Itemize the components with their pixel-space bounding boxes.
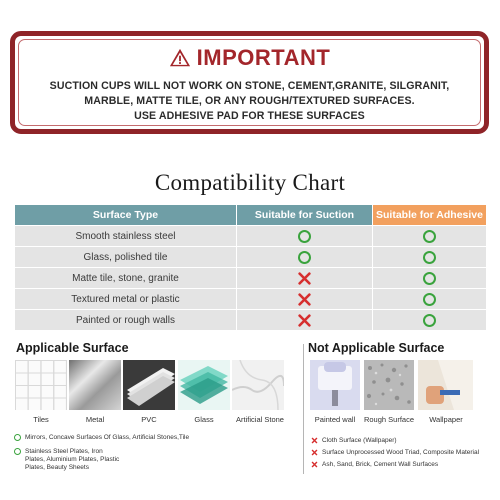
not-applicable-note-1: Cloth Surface (Wallpaper) (322, 437, 397, 444)
cross-icon (298, 314, 311, 327)
not-applicable-note-3: Ash, Sand, Brick, Cement Wall Surfaces (322, 461, 439, 468)
suction-cell (237, 268, 372, 288)
banner-line-3: USE ADHESIVE PAD FOR THESE SURFACES (134, 110, 365, 122)
artificial-stone-label: Artificial Stone (236, 415, 284, 424)
check-circle-icon (298, 230, 311, 243)
pvc-label: PVC (141, 415, 157, 424)
suction-cell (237, 310, 372, 330)
check-circle-icon (298, 251, 311, 264)
surface-type-cell: Smooth stainless steel (15, 226, 236, 246)
check-circle-icon (423, 314, 436, 327)
table-row (15, 268, 486, 288)
surface-type-cell: Painted or rough walls (15, 310, 236, 330)
suction-cell (237, 226, 372, 246)
check-circle-icon (423, 293, 436, 306)
glass-label: Glass (194, 415, 214, 424)
surface-type-cell: Glass, polished tile (15, 247, 236, 267)
cross-icon (311, 461, 318, 468)
cross-icon (298, 293, 311, 306)
banner-heading (15, 45, 484, 71)
suction-cell (237, 289, 372, 309)
section-divider (303, 344, 304, 474)
cross-icon (311, 449, 318, 456)
tiles-label: Tiles (33, 415, 49, 424)
table-row (15, 226, 486, 246)
surface-type-cell: Matte tile, stone, granite (15, 268, 236, 288)
adhesive-cell (373, 289, 486, 309)
applicable-note-2: Stainless Steel Plates, Iron (25, 448, 103, 455)
check-icon (14, 434, 21, 441)
header-suction: Suitable for Suction (237, 205, 372, 225)
header-adhesive: Suitable for Adhesive (373, 205, 486, 225)
surface-type-cell: Textured metal or plastic (15, 289, 236, 309)
wallpaper-image (418, 360, 473, 410)
rough-surface-image (364, 360, 414, 410)
applicable-note-1: Mirrors, Concave Surfaces Of Glass, Artificial Stones,Tile (25, 434, 190, 441)
not-applicable-title: Not Applicable Surface (308, 341, 445, 355)
warning-triangle-icon (169, 47, 191, 69)
artificial-stone-image (232, 360, 284, 410)
suction-cell (237, 247, 372, 267)
painted-wall-label: Painted wall (314, 415, 356, 424)
table-row (15, 289, 486, 309)
table-row (15, 247, 486, 267)
applicable-note-3: Plates, Aluminium Plates, Plastic (25, 456, 120, 463)
banner-line-2: MARBLE, MATTE TILE, OR ANY ROUGH/TEXTURED SURFACES. (84, 95, 415, 107)
check-circle-icon (423, 230, 436, 243)
important-banner (10, 31, 489, 134)
painted-wall-image (310, 360, 360, 410)
table-header-row (15, 205, 486, 225)
metal-label: Metal (85, 415, 105, 424)
check-circle-icon (423, 272, 436, 285)
banner-line-1: SUCTION CUPS WILL NOT WORK ON STONE, CEMENT,GRANITE, SILGRANIT, (49, 80, 450, 92)
chart-title: Compatibility Chart (154, 170, 346, 195)
header-surface-type: Surface Type (15, 205, 236, 225)
applicable-title: Applicable Surface (16, 341, 129, 355)
not-applicable-note-2: Surface Unprocessed Wood Triad, Composite Material (322, 449, 480, 456)
check-circle-icon (423, 251, 436, 264)
adhesive-cell (373, 226, 486, 246)
adhesive-cell (373, 247, 486, 267)
wallpaper-label: Wallpaper (429, 415, 463, 424)
adhesive-cell (373, 310, 486, 330)
metal-image (69, 360, 121, 410)
applicable-note-4: Plates, Beauty Sheets (25, 464, 89, 471)
pvc-image (123, 360, 175, 410)
adhesive-cell (373, 268, 486, 288)
rough-surface-label: Rough Surface (363, 415, 415, 424)
table-row (15, 310, 486, 330)
table-body (15, 226, 486, 330)
check-icon (14, 448, 21, 455)
cross-icon (311, 437, 318, 444)
glass-image (178, 360, 230, 410)
compatibility-table (15, 205, 486, 331)
tiles-image (15, 360, 67, 410)
cross-icon (298, 272, 311, 285)
banner-title: IMPORTANT (196, 45, 331, 70)
